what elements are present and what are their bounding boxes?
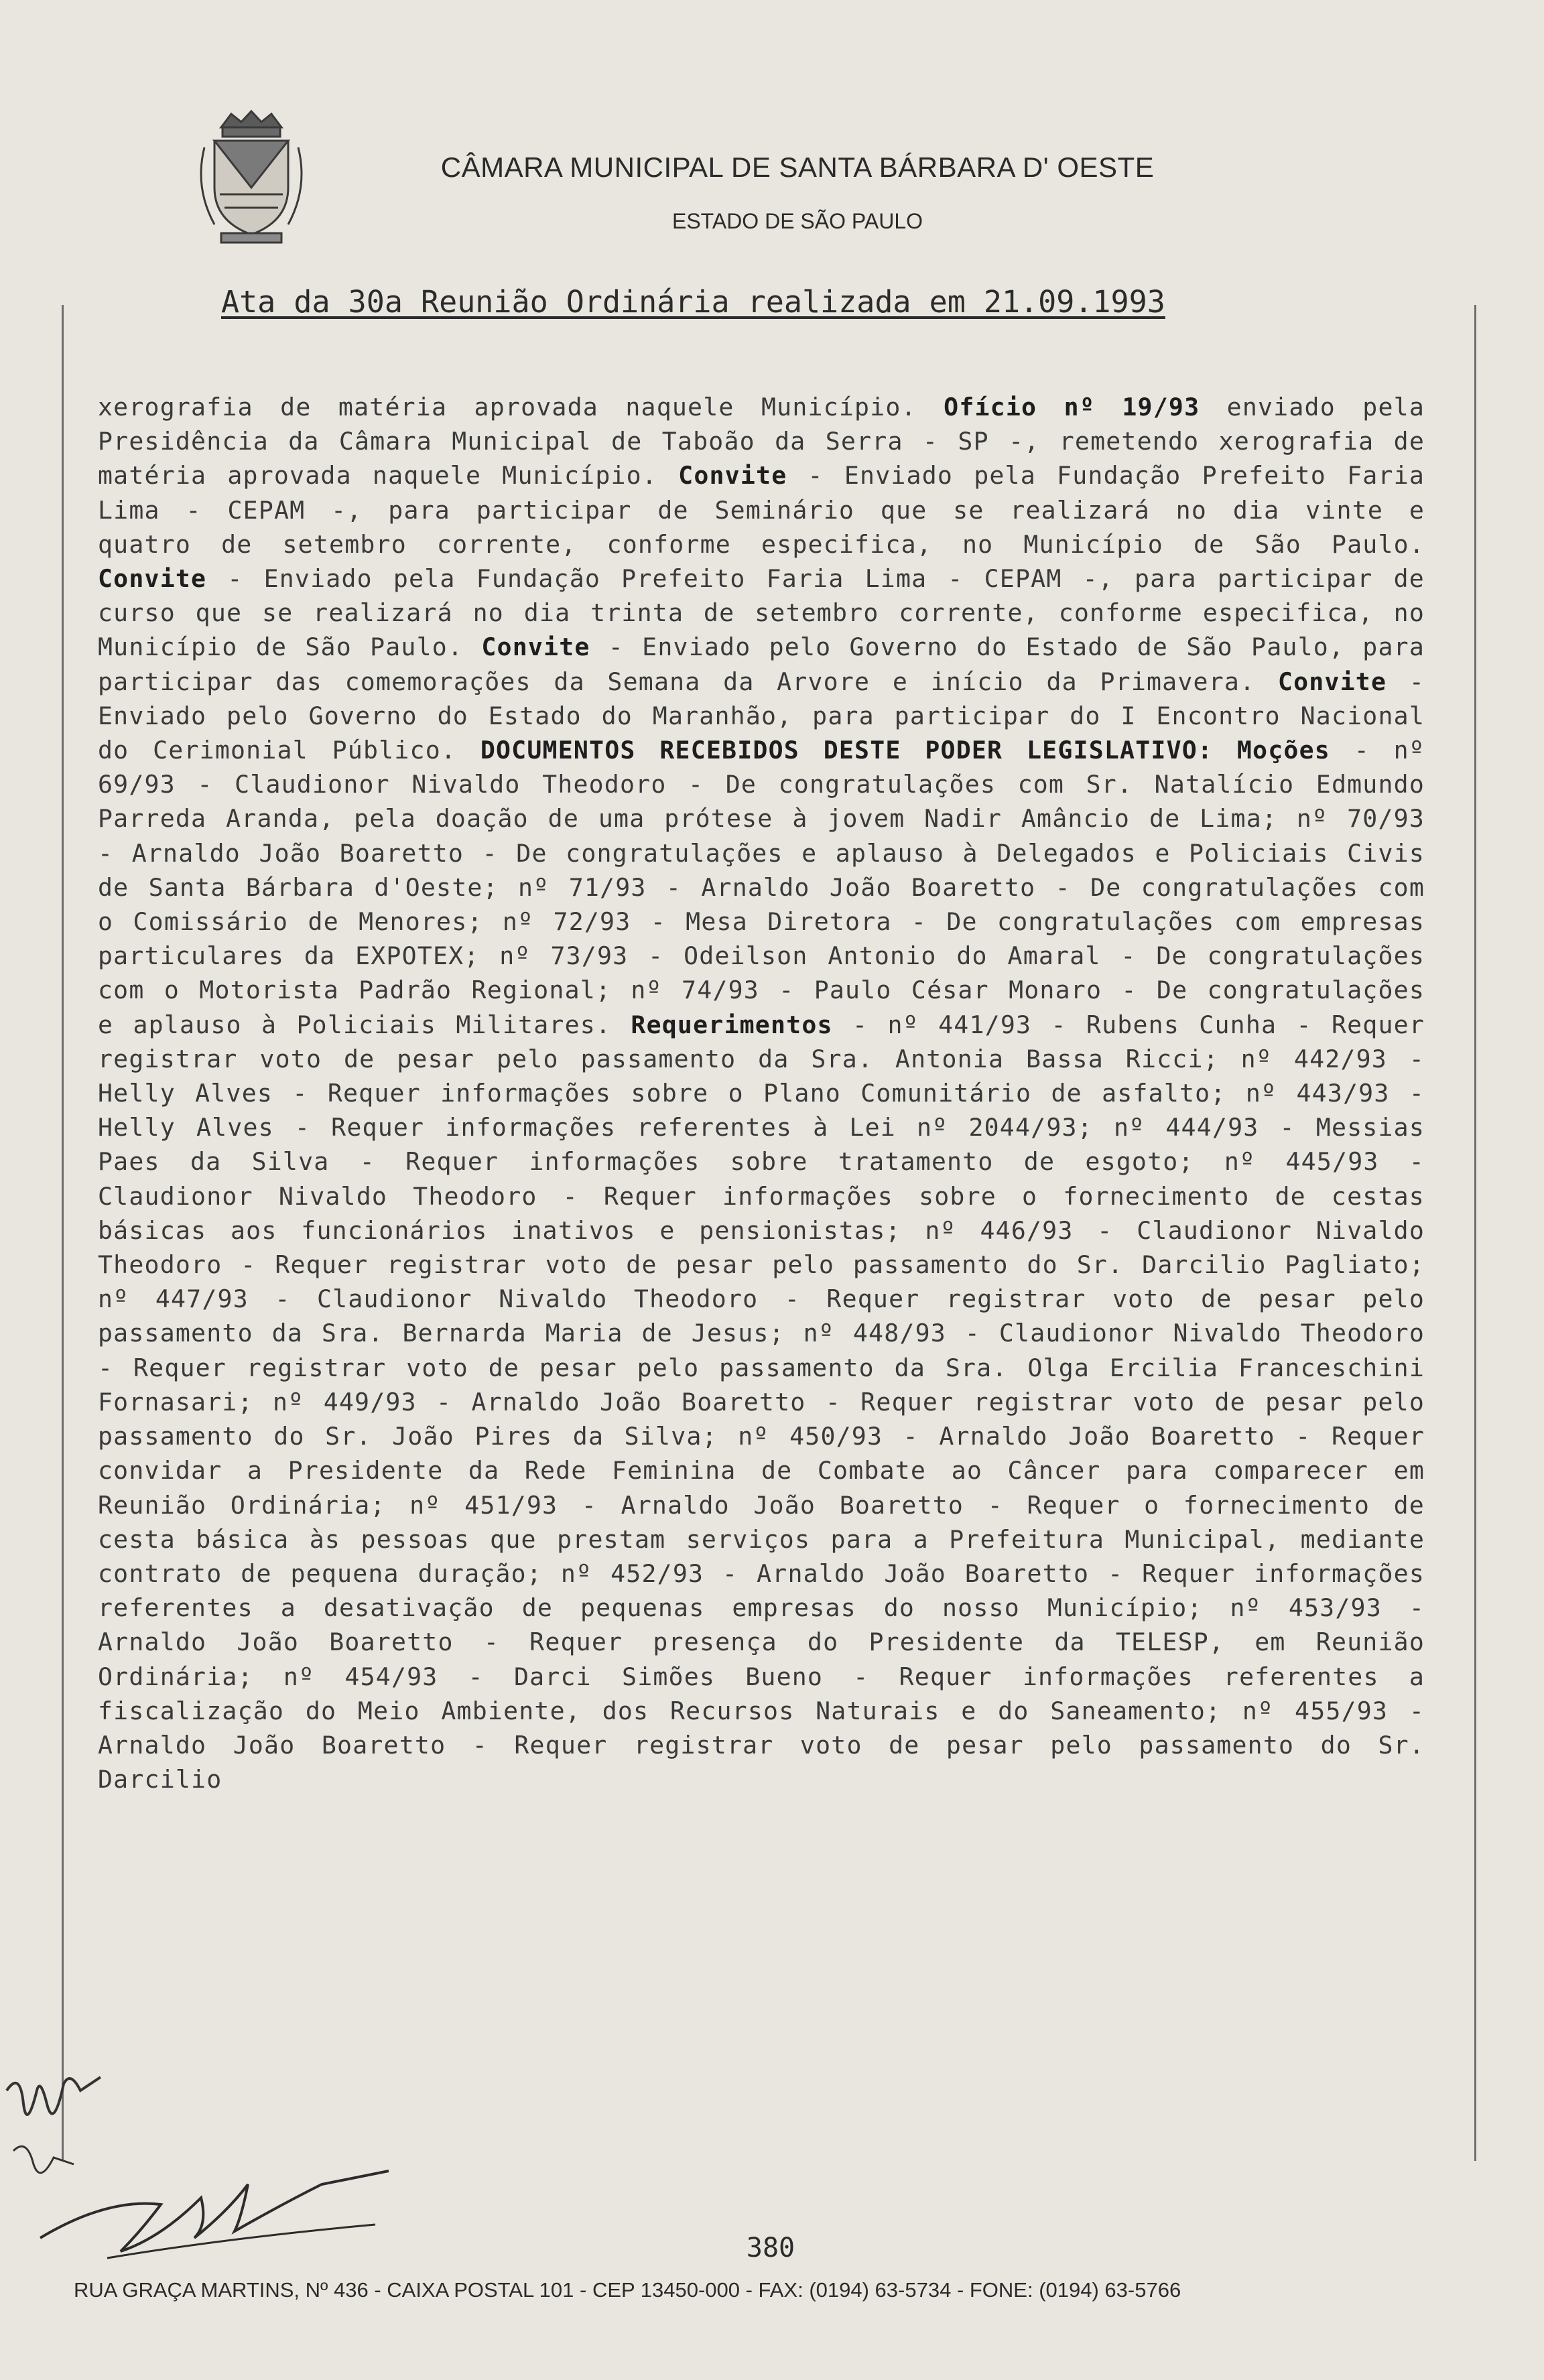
text-run: enviado pela Presidência da Câmara Municipal de Taboão da Serra - SP -, remetendo xerografia de matéria aprovada naquele Município. (98, 393, 1425, 490)
text-run: - nº 441/93 - Rubens Cunha - Requer registrar voto de pesar pelo passamento da Sra. Antonia Bassa Ricci; nº 442/93 - Helly Alves - Requer informações sobre o Plano Comunitário de asfalto; nº 443/93 - Helly Alves - Requer informações referentes à Lei nº 2044/93; nº 444/93 - Messias Paes da Silva - Requer informações sobre tratamento de esgoto; nº 445/93 - Claudionor Nivaldo Theodoro - Requer informações sobre o fornecimento de cestas básicas aos funcionários inativos e pensionistas; nº 446/93 - Claudionor Nivaldo Theodoro - Requer registrar voto de pesar pelo passamento do Sr. Darcilio Pagliato; nº 447/93 - Claudionor Nivaldo Theodoro - Requer registrar voto de pesar pelo passamento da Sra. Bernarda Maria de Jesus; nº 448/93 - Claudionor Nivaldo Theodoro - Requer registrar voto de pesar pelo passamento da Sra. Olga Ercilia Franceschini Fornasari; nº 449/93 - Arnaldo João Boaretto - Requer registrar voto de pesar pelo passamento do Sr. João Pires da Silva; nº 450/93 - Arnaldo João Boaretto - Requer convidar a Presidente da Rede Feminina de Combate ao Câncer para comparecer em Reunião Ordinária; nº 451/93 - Arnaldo João Boaretto - Requer o fornecimento de cesta básica às pessoas que prestam serviços para a Prefeitura Municipal, mediante contrato de pequena duração; nº 452/93 - Arnaldo João Boaretto - Requer informações referentes a desativação de pequenas empresas do nosso Município; nº 453/93 - Arnaldo João Boaretto - Requer presença do Presidente da TELESP, em Reunião Ordinária; nº 454/93 - Darci Simões Bueno - Requer informações referentes a fiscalização do Meio Ambiente, dos Recursos Naturais e do Saneamento; nº 455/93 - Arnaldo João Boaretto - Requer registrar voto de pesar pelo passamento do Sr. Darcilio (98, 1010, 1425, 1794)
text-run: - Enviado pelo Governo do Estado de São Paulo, para participar das comemorações da Semana da Arvore e início da Primavera. (98, 633, 1425, 696)
bold-term: Convite (98, 564, 207, 594)
bottom-signature (27, 2158, 402, 2271)
footer-address: RUA GRAÇA MARTINS, Nº 436 - CAIXA POSTAL 101 - CEP 13450-000 - FAX: (0194) 63-5734 - FONE: (0194) 63-5766 (74, 2278, 1181, 2302)
bold-term: Convite (1277, 667, 1387, 696)
bold-term: DOCUMENTOS RECEBIDOS DESTE PODER LEGISLATIVO: Moções (480, 736, 1330, 765)
bold-term: Convite (481, 633, 590, 662)
organization-state: ESTADO DE SÃO PAULO (671, 209, 923, 233)
bold-term: Requerimentos (631, 1010, 833, 1039)
text-run: xerografia de matéria aprovada naquele Município. (98, 393, 944, 421)
text-run: - Enviado pela Fundação Prefeito Faria Lima - CEPAM -, para participar de curso que se realizará no dia trinta de setembro corrente, conforme especifica, no Município de São Paulo. (98, 564, 1425, 662)
organization-title: CÂMARA MUNICIPAL DE SANTA BÁRBARA D' OESTE (440, 151, 1155, 183)
bold-term: Ofício nº 19/93 (944, 393, 1200, 421)
text-run: - Enviado pelo Governo do Estado do Maranhão, para participar do I Encontro Nacional do Cerimonial Público. (98, 667, 1425, 765)
text-run: - nº 69/93 - Claudionor Nivaldo Theodoro - De congratulações com Sr. Natalício Edmundo Parreda Aranda, pela doação de uma prótese à jovem Nadir Amâncio de Lima; nº 70/93 - Arnaldo João Boaretto - De congratulações e aplauso à Delegados e Policiais Civis de Santa Bárbara d'Oeste; nº 71/93 - Arnaldo João Boaretto - De congratulações com o Comissário de Menores; nº 72/93 - Mesa Diretora - De congratulações com empresas particulares da EXPOTEX; nº 73/93 - Odeilson Antonio do Amaral - De congratulações com o Motorista Padrão Regional; nº 74/93 - Paulo César Monaro - De congratulações e aplauso à Policiais Militares. (98, 736, 1425, 1039)
minutes-heading: Ata da 30a Reunião Ordinária realizada em 21.09.1993 (221, 284, 1165, 320)
page-number: 380 (746, 2233, 795, 2263)
coat-of-arms-icon (194, 107, 308, 248)
bold-term: Convite (678, 461, 787, 490)
left-margin-rule (62, 305, 64, 2161)
minutes-body-text (98, 390, 1425, 2159)
text-run: - Enviado pela Fundação Prefeito Faria Lima - CEPAM -, para participar de Seminário que se realizará no dia vinte e quatro de setembro corrente, conforme especifica, no Município de São Paulo. (98, 461, 1425, 559)
right-margin-rule (1474, 305, 1476, 2161)
